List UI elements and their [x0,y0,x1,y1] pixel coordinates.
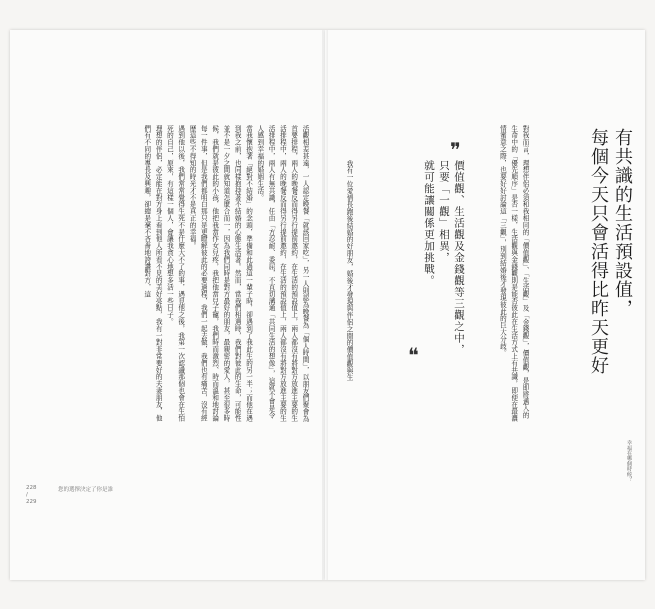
right-page-body-text: 對我而言，理想伴侶必須和我相同的「價值觀」、「生活觀」及「金錢觀」，價值觀，是即將邁入的生命中的「優先順序」是否一樣，生活觀與金錢觀則是能否彼此在生活方式上有共識，即便在最濃情蜜意之際，也要好好討論這「三觀」，別到結婚後才發現彼此的巨大分歧。 [498,125,529,422]
side-tab-label: 幸福在哪個時候？ [626,440,632,482]
close-quote-mark: ❝ [408,343,419,367]
page-numbers [26,485,37,506]
section-headline: 有共識的生活預設值， 每個今天只會活得比昨天更好 [588,128,633,375]
folio-text: 228 / 229 [26,485,37,505]
running-head: 您的選擇決定了你是誰 [58,487,114,493]
left-page-body-text: 活觀相差甚遠，一人認定晚餐「就該回家吃」，另一人則認為晚餐為「個人時間」，以朋友們聚會為首要排程，兩人的晚餐反而得另行提前邀約，在生活的預設值上，兩人都沒有將對方放進主要的生活排程中，兩人的晚餐反而得另行提前邀約，在生活的預設值上，兩人都沒有將對方放進主要的生活排程中，兩人有無共識，任由「方忍耐、委屈，不直切溝通「共同生活的想像」，這就不會是令人感到幸福的婚姻生活。 當我懷抱著「絕對不結婚」的念頭，準備和此過這一輩子時，卻遇到了我此生的另一半；而他在遇到我之前，也同樣抱持著不結婚的心態生活著。然而，當我們相遇時，我們對彼此的生命，可能性並不是一夕之間就知道怎麼合而一，因為我們同時是對方最好的朋友，最親密的愛人，甚至很多時候，我們就是彼此的小孩，他把我當作女兒疼，我把他當兒子寵，我們時而激烈、時而溫和地討論每一件事，但是我們都明白那只是更瞭解彼此的必要過程，我們一起去做，我們也有痛苦，沒有經歷這些不得知的時光才不是真正的幸福。 遇到他以後，我們常常覺得生死不是什麼大不了的事，遇見他之後，我第一次認識那個也會在生怕死的自己，原來，有這樣一個人，會讓我貪心地想多活一些日子。 理想的伴侶，必定能在對方身上看到他人所看不見的美好亮點，我有一對非常要好的夫妻朋友，他們有不同的專長及興趣，卻總是毫不吝嗇地誇讚對方，這 [142,125,309,422]
right-page-body-continued: 我有一位愛情長跑後結婚的好朋友，婚後才發現與伴侶之間的價值觀與生 [345,160,353,381]
open-quote-mark: ❞ [450,138,461,162]
pull-quote: 價值觀、生活觀及金錢觀等三觀之中， 只要「一觀」相異， 就可能讓關係更加挑戰。 [423,160,465,356]
